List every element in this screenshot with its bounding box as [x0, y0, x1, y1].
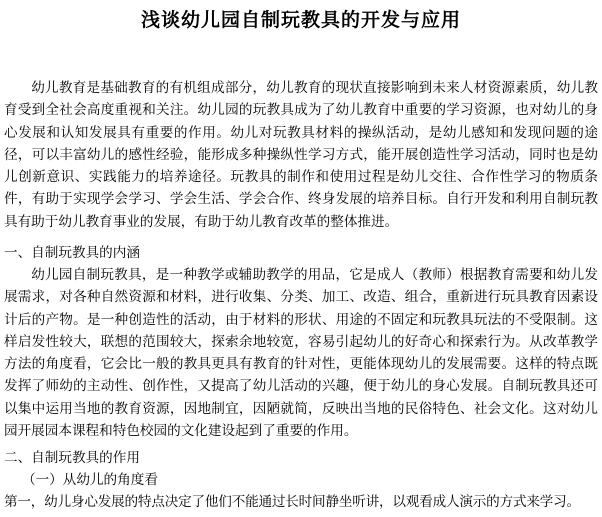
section-heading-connotation: 一、自制玩教具的内涵: [4, 245, 140, 261]
document-title: 浅谈幼儿园自制玩教具的开发与应用: [140, 9, 461, 31]
document-page: [4, 0, 598, 517]
subsection-heading-child-perspective: （一）从幼儿的角度看: [22, 472, 158, 488]
section-heading-function: 二、自制玩教具的作用: [4, 450, 140, 466]
intro-paragraph: 幼儿教育是基础教育的有机组成部分，幼儿教育的现状直接影响到未来人材资源素质，幼儿教育受到全社会高度重视和关注。幼儿园的玩教具成为了幼儿教育中重要的学习资源，也对幼儿的身心发展和认知发展具有重要的作用。幼儿对玩教具材料的操纵活动，是幼儿感知和发现问题的途径，可以丰富幼儿的感性经验，能形成多种操纵性学习方式，能开展创造性学习活动，同时也是幼儿创新意识、实践能力的培养途径。玩教具的制作和使用过程是幼儿交往、合作性学习的物质条件，有助于实现学会学习、学会生活、学会合作、终身发展的培养目标。自行开发和利用自制玩教具有助于幼儿教育事业的发展，有助于幼儿教育改革的整体推进。: [4, 80, 598, 230]
subsection-child-perspective-paragraph: 第一，幼儿身心发展的特点决定了他们不能通过长时间静坐听讲，以观看成人演示的方式来学习。: [4, 494, 580, 510]
section-connotation-paragraph: 幼儿园自制玩教具，是一种教学或辅助教学的用品，它是成人（教师）根据教育需要和幼儿发展需求，对各种自然资源和材料，进行收集、分类、加工、改造、组合，重新进行玩具教育因素设计后的产物。是一种创造性的活动，由于材料的形状、用途的不固定和玩教具玩法的不受限制。这样启发性较大，联想的范围较大，探索余地较宽，容易引起幼儿的好奇心和探索行为。从改革教学方法的角度看，它会比一般的教具更具有教育的针对性，更能体现幼儿的发展需要。这样的特点既发挥了师幼的主动性、创作性，又提高了幼儿活动的兴趣，便于幼儿的身心发展。自制玩教具还可以集中运用当地的教育资源，因地制宜，因陋就简，反映出当地的民俗特色、社会文化。这对幼儿园开展园本课程和特色校园的文化建设起到了重要的作用。: [4, 267, 598, 440]
